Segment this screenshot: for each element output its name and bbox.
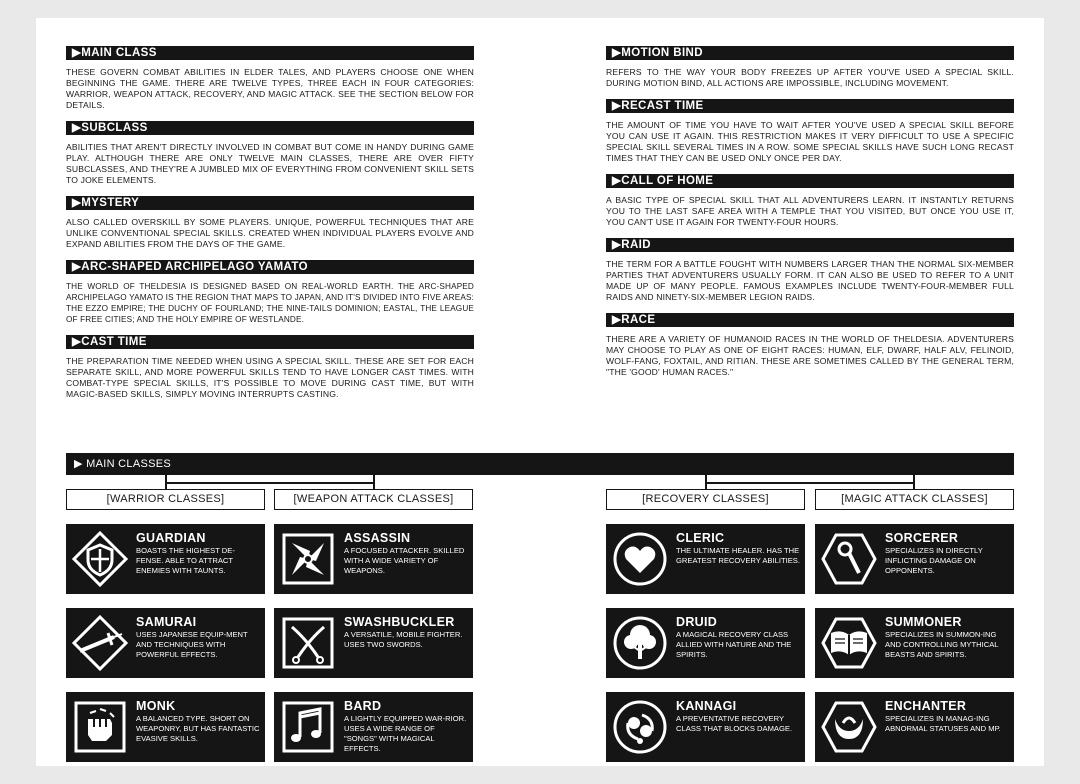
recovery-classes-heading: [RECOVERY CLASSES] xyxy=(606,489,805,510)
class-card-bard xyxy=(274,692,473,762)
section-call-of-home xyxy=(606,174,1014,228)
section-subclass xyxy=(66,121,474,186)
class-description: USES JAPANESE EQUIP-MENT AND TECHNIQUES WITH POWERFUL EFFECTS. xyxy=(136,630,248,659)
tree-icon xyxy=(612,615,668,671)
connector-line xyxy=(165,482,375,484)
section-text: THERE ARE A VARIETY OF HUMANOID RACES IN THE WORLD OF THELDESIA. ADVENTURERS MAY CHOOSE TO PLAY AS ONE OF EIGHT RACES: HUMAN, ELF, DWARF, HALF ALV, FELINOID, WOLF-FANG, FOXTAIL, AND RITIAN. THESE ARE SOMETIMES CALLED BY THE GENERAL TERM, "THE 'GOOD' HUMAN RACES." xyxy=(606,334,1014,377)
section-cast-time xyxy=(66,335,474,400)
class-card-guardian xyxy=(66,524,265,594)
section-heading: ▶ARC-SHAPED ARCHIPELAGO YAMATO xyxy=(66,260,474,274)
section-heading: ▶MOTION BIND xyxy=(606,46,1014,60)
fist-icon xyxy=(72,699,128,755)
class-card-monk xyxy=(66,692,265,762)
class-name: SORCERER xyxy=(885,531,959,545)
section-text: A BASIC TYPE OF SPECIAL SKILL THAT ALL ADVENTURERS LEARN. IT INSTANTLY RETURNS YOU TO THE LAST SAFE AREA WITH A TEMPLE THAT YOU VISITED, BUT ONCE YOU USE IT, YOU CAN'T USE IT AGAIN FOR TWENTY-FOUR HOURS. xyxy=(606,195,1014,227)
section-race xyxy=(606,313,1014,378)
section-text: ALSO CALLED OVERSKILL BY SOME PLAYERS. UNIQUE, POWERFUL TECHNIQUES THAT ARE UNLIKE CONVENTIONAL SPECIAL SKILLS. CREATED WHEN INDIVIDUAL PLAYERS EVOLVE AND EXPAND ABILITIES FROM THE DAYS OF THE GAME. xyxy=(66,217,474,249)
section-text: REFERS TO THE WAY YOUR BODY FREEZES UP AFTER YOU'VE USED A SPECIAL SKILL. DURING MOTION BIND, ALL ACTIONS ARE IMPOSSIBLE, INCLUDING MOVEMENT. xyxy=(606,67,1014,88)
section-heading: ▶CALL OF HOME xyxy=(606,174,1014,188)
shield-icon xyxy=(72,531,128,587)
crossed-swords-icon xyxy=(280,615,336,671)
class-name: SAMURAI xyxy=(136,615,197,629)
music-note-icon xyxy=(280,699,336,755)
staff-icon xyxy=(821,531,877,587)
class-card-kannagi xyxy=(606,692,805,762)
section-recast-time xyxy=(606,99,1014,164)
section-text: ABILITIES THAT AREN'T DIRECTLY INVOLVED IN COMBAT BUT COME IN HANDY DURING GAME PLAY. ALTHOUGH THERE ARE ONLY TWELVE MAIN CLASSES, THERE ARE OVER FIFTY SUBCLASSES, AND THEY'RE A JUMBLED MIX OF EVERYTHING FROM CONVENIENT SKILL SETS TO JOKE ELEMENTS. xyxy=(66,142,474,185)
section-mystery xyxy=(66,196,474,250)
class-name: BARD xyxy=(344,699,382,713)
class-card-cleric xyxy=(606,524,805,594)
section-text: THE PREPARATION TIME NEEDED WHEN USING A SPECIAL SKILL. THESE ARE SET FOR EACH SEPARATE SKILL, AND MORE POWERFUL SKILLS TEND TO HAVE LONGER CAST TIMES. WITH COMBAT-TYPE SPECIAL SKILLS, IT'S POSSIBLE TO MOVE DURING CAST TIME, BUT WITH MAGIC-BASED SKILLS, SIMPLY MOVING INTERRUPTS CASTING. xyxy=(66,356,474,399)
tomoe-icon xyxy=(612,699,668,755)
class-card-enchanter xyxy=(815,692,1014,762)
class-name: KANNAGI xyxy=(676,699,737,713)
class-description: SPECIALIZES IN DIRECTLY INFLICTING DAMAGE ON OPPONENTS. xyxy=(885,546,983,575)
class-description: A PREVENTATIVE RECOVERY CLASS THAT BLOCKS DAMAGE. xyxy=(676,714,793,733)
section-text: THE WORLD OF THELDESIA IS DESIGNED BASED ON REAL-WORLD EARTH. THE ARC-SHAPED ARCHIPELAGO YAMATO IS THE REGION THAT MAPS TO JAPAN, AND IT'S DIVIDED INTO FIVE AREAS: THE EZZO EMPIRE; THE DUCHY OF FOURLAND; THE NINE-TAILS DOMINION; EASTAL, THE LEAGUE OF FREE CITIES; AND THE HOLY EMPIRE OF WESTLANDE. xyxy=(66,282,474,324)
class-name: SUMMONER xyxy=(885,615,962,629)
weapon-attack-classes-heading: [WEAPON ATTACK CLASSES] xyxy=(274,489,473,510)
class-description: SPECIALIZES IN SUMMON-ING AND CONTROLLING MYTHICAL BEASTS AND SPIRITS. xyxy=(885,630,999,659)
class-description: A VERSATILE, MOBILE FIGHTER. USES TWO SWORDS. xyxy=(344,630,463,649)
section-heading: ▶RACE xyxy=(606,313,1014,327)
main-classes-bar: ▶ MAIN CLASSES xyxy=(66,453,1014,475)
warrior-classes-heading: [WARRIOR CLASSES] xyxy=(66,489,265,510)
crown-icon xyxy=(821,699,877,755)
shuriken-icon xyxy=(280,531,336,587)
class-name: SWASHBUCKLER xyxy=(344,615,455,629)
katana-icon xyxy=(72,615,128,671)
section-raid xyxy=(606,238,1014,303)
section-heading: ▶CAST TIME xyxy=(66,335,474,349)
section-arc-shaped-archipelago xyxy=(66,260,474,325)
right-column xyxy=(606,46,1014,388)
class-description: THE ULTIMATE HEALER. HAS THE GREATEST RECOVERY ABILITIES. xyxy=(676,546,800,565)
section-motion-bind xyxy=(606,46,1014,89)
class-name: CLERIC xyxy=(676,531,725,545)
class-card-sorcerer xyxy=(815,524,1014,594)
heart-icon xyxy=(612,531,668,587)
section-main-class xyxy=(66,46,474,111)
class-card-swashbuckler xyxy=(274,608,473,678)
class-card-assassin xyxy=(274,524,473,594)
class-card-druid xyxy=(606,608,805,678)
class-name: ASSASSIN xyxy=(344,531,411,545)
class-name: GUARDIAN xyxy=(136,531,206,545)
class-name: ENCHANTER xyxy=(885,699,967,713)
class-description: A FOCUSED ATTACKER. SKILLED WITH A WIDE VARIETY OF WEAPONS. xyxy=(344,546,465,575)
class-name: MONK xyxy=(136,699,176,713)
section-heading: ▶MYSTERY xyxy=(66,196,474,210)
class-description: A BALANCED TYPE. SHORT ON WEAPONRY, BUT HAS FANTASTIC EVASIVE SKILLS. xyxy=(136,714,260,743)
section-heading: ▶RAID xyxy=(606,238,1014,252)
section-heading: ▶SUBCLASS xyxy=(66,121,474,135)
section-text: THE TERM FOR A BATTLE FOUGHT WITH NUMBERS LARGER THAN THE NORMAL SIX-MEMBER PARTIES THAT ADVENTURERS USUALLY FORM. IT CAN ALSO BE USED TO REFER TO A UNIT MADE UP OF MANY PEOPLE. FAMOUS EXAMPLES INCLUDE TWENTY-FOUR-MEMBER FULL RAIDS AND NINETY-SIX-MEMBER LEGION RAIDS. xyxy=(606,259,1014,302)
class-description: A MAGICAL RECOVERY CLASS ALLIED WITH NATURE AND THE SPIRITS. xyxy=(676,630,792,659)
class-description: SPECIALIZES IN MANAG-ING ABNORMAL STATUSES AND MP. xyxy=(885,714,1001,733)
class-name: DRUID xyxy=(676,615,718,629)
class-description: A LIGHTLY EQUIPPED WAR-RIOR. USES A WIDE RANGE OF "SONGS" WITH MAGICAL EFFECTS. xyxy=(344,714,467,753)
connector-line xyxy=(705,482,915,484)
class-card-samurai xyxy=(66,608,265,678)
left-column xyxy=(66,46,474,410)
class-description: BOASTS THE HIGHEST DE-FENSE. ABLE TO ATTRACT ENEMIES WITH TAUNTS. xyxy=(136,546,235,575)
book-icon xyxy=(821,615,877,671)
magic-attack-classes-heading: [MAGIC ATTACK CLASSES] xyxy=(815,489,1014,510)
section-text: THE AMOUNT OF TIME YOU HAVE TO WAIT AFTER YOU'VE USED A SPECIAL SKILL BEFORE YOU CAN USE IT AGAIN. THIS RESTRICTION MAKES IT VERY DIFFICULT TO USE A SPECIFIC SPECIAL SKILL SEVERAL TIMES IN A ROW. SOME SPECIAL SKILLS HAVE SUCH LONG RECAST TIMES THAT THEY CAN BE USED ONLY ONCE PER DAY. xyxy=(606,120,1014,163)
section-heading: ▶MAIN CLASS xyxy=(66,46,474,60)
class-card-summoner xyxy=(815,608,1014,678)
section-heading: ▶RECAST TIME xyxy=(606,99,1014,113)
section-text: THESE GOVERN COMBAT ABILITIES IN ELDER TALES, AND PLAYERS CHOOSE ONE WHEN BEGINNING THE GAME. THERE ARE TWELVE TYPES, THREE EACH IN FOUR CATEGORIES: WARRIOR, WEAPON ATTACK, RECOVERY, AND MAGIC ATTACK. SEE THE SECTION BELOW FOR DETAILS. xyxy=(66,67,474,110)
